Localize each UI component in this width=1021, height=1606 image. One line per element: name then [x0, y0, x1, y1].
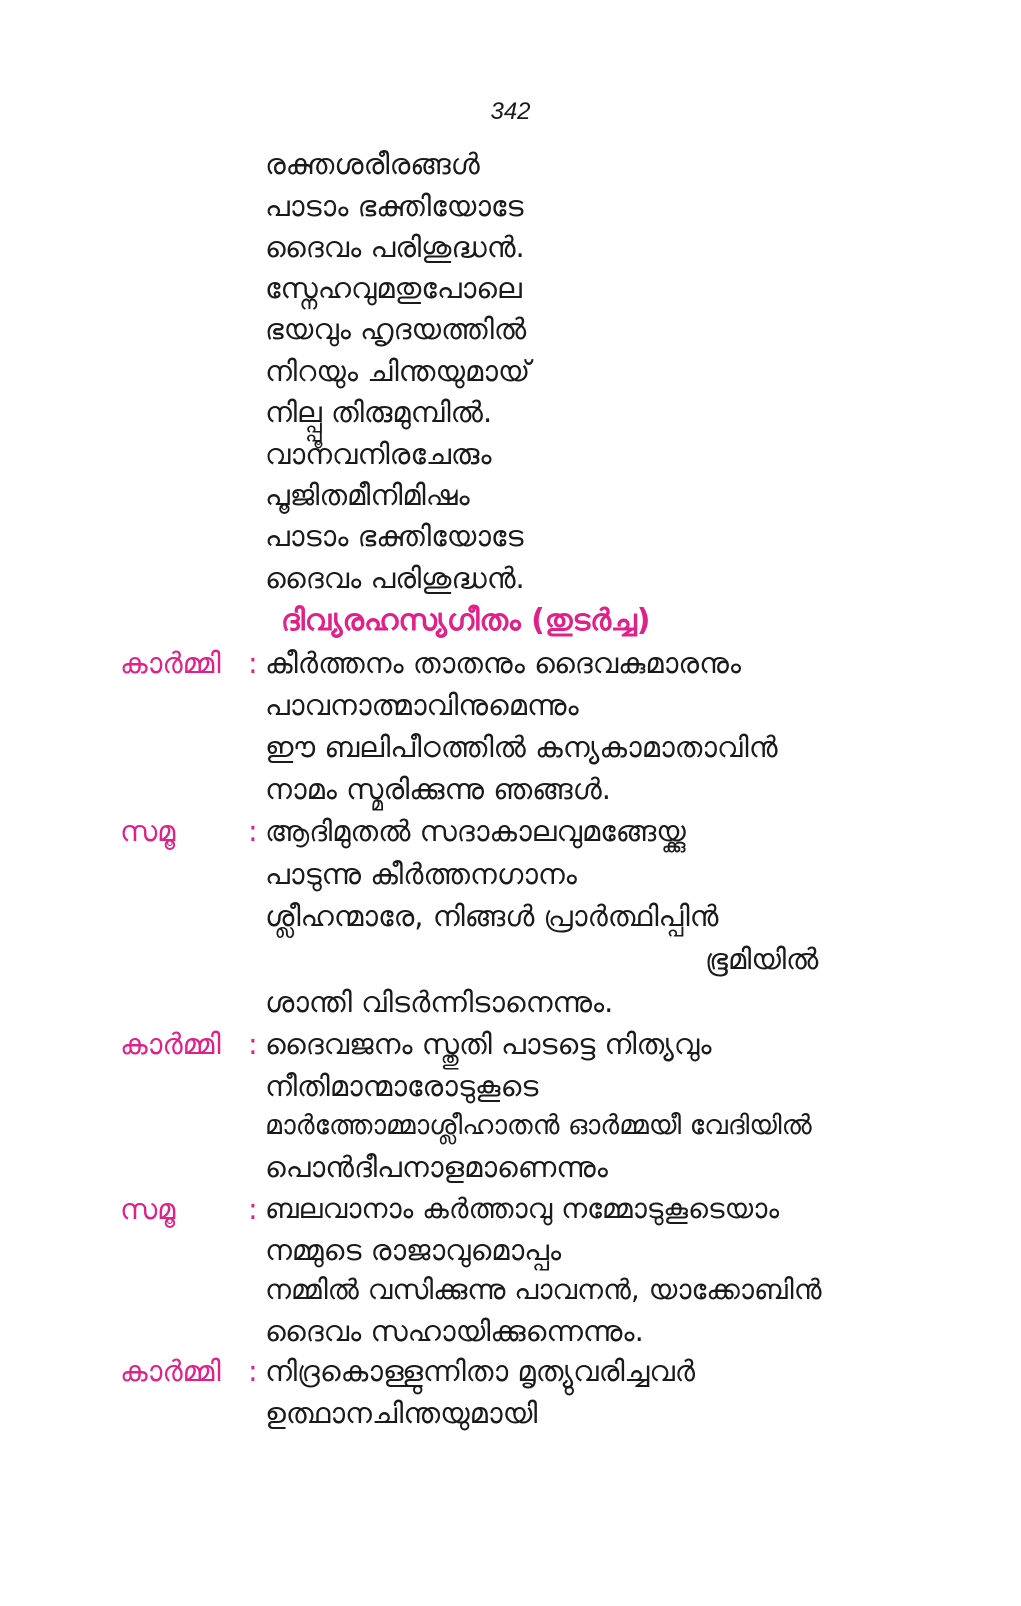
- speaker-label-samoo: സമൂ: [120, 814, 176, 848]
- speaker-colon: :: [248, 646, 258, 680]
- verse-line: നിദ്രകൊള്ളുന്നിതാ മൃത്യുവരിച്ചവർ: [265, 1354, 696, 1388]
- verse-line: സ്നേഹവുമതുപോലെ: [265, 271, 522, 305]
- verse-line: ദൈവം പരിശുദ്ധൻ.: [265, 561, 525, 595]
- verse-line: നമ്മിൽ വസിക്കുന്നു പാവനൻ, യാക്കോബിൻ: [265, 1273, 822, 1306]
- verse-line: നാമം സ്മരിക്കുന്നു ഞങ്ങൾ.: [265, 772, 611, 806]
- page-number: 342: [490, 98, 531, 125]
- speaker-colon: :: [248, 1354, 258, 1388]
- verse-line: പാടാം ഭക്തിയോടേ: [265, 189, 524, 223]
- verse-line: നീതിമാന്മാരോടുകൂടെ: [265, 1069, 539, 1103]
- verse-line: മാർത്തോമ്മാശ്ലീഹാതൻ ഓർമ്മയീ വേദിയിൽ: [265, 1110, 812, 1141]
- speaker-colon: :: [248, 1192, 258, 1226]
- speaker-label-karmmi: കാർമ്മി: [120, 1354, 221, 1388]
- verse-line: ഭൂമിയിൽ: [705, 942, 819, 976]
- speaker-label-karmmi: കാർമ്മി: [120, 646, 221, 680]
- speaker-colon: :: [248, 814, 258, 848]
- verse-line: ദൈവം പരിശുദ്ധൻ.: [265, 230, 525, 264]
- verse-line: ദൈവം സഹായിക്കുന്നെന്നും.: [265, 1314, 644, 1348]
- verse-line: കീർത്തനം താതനും ദൈവകുമാരനും: [265, 646, 741, 680]
- verse-line: ശാന്തി വിടർന്നിടാനെന്നും.: [265, 985, 614, 1019]
- verse-line: പാടാം ഭക്തിയോടേ: [265, 519, 524, 553]
- verse-line: ബലവാനാം കർത്താവു നമ്മോടുകൂടെയാം: [265, 1192, 780, 1225]
- verse-line: ദൈവജനം സ്തുതി പാടട്ടെ നിത്യവും: [265, 1027, 712, 1061]
- verse-line: ഉത്ഥാനചിന്തയുമായി: [265, 1396, 538, 1430]
- verse-line: പാടുന്നു കീർത്തനഗാനം: [265, 857, 577, 891]
- verse-line: വാനവനിരചേരും: [265, 437, 492, 471]
- verse-line: ശ്ലീഹന്മാരേ, നിങ്ങൾ പ്രാർത്ഥിപ്പിൻ: [265, 899, 719, 933]
- verse-line: നിറയും ചിന്തയുമായ്: [265, 354, 531, 388]
- verse-line: ആദിമുതൽ സദാകാലവുമങ്ങേയ്ക്കു: [265, 814, 686, 848]
- verse-line: പൂജിതമീനിമിഷം: [265, 478, 470, 512]
- verse-line: ഭയവും ഹൃദയത്തിൽ: [265, 312, 527, 346]
- verse-line: ഈ ബലിപീഠത്തിൽ കന്യകാമാതാവിൻ: [265, 730, 778, 764]
- speaker-label-karmmi: കാർമ്മി: [120, 1027, 221, 1061]
- verse-line: നില്പ്പൂ തിരുമുമ്പിൽ.: [265, 395, 493, 429]
- verse-line: രക്തശരീരങ്ങൾ: [265, 147, 480, 181]
- verse-line: പാവനാത്മാവിനുമെന്നും: [265, 688, 579, 722]
- speaker-label-samoo: സമൂ: [120, 1192, 176, 1226]
- speaker-colon: :: [248, 1027, 258, 1061]
- verse-line: പൊൻദീപനാളമാണെന്നും: [265, 1150, 608, 1184]
- section-heading: ദിവ്യരഹസ്യഗീതം (തുടർച്ച): [281, 603, 651, 638]
- verse-line: നമ്മുടെ രാജാവുമൊപ്പം: [265, 1233, 562, 1267]
